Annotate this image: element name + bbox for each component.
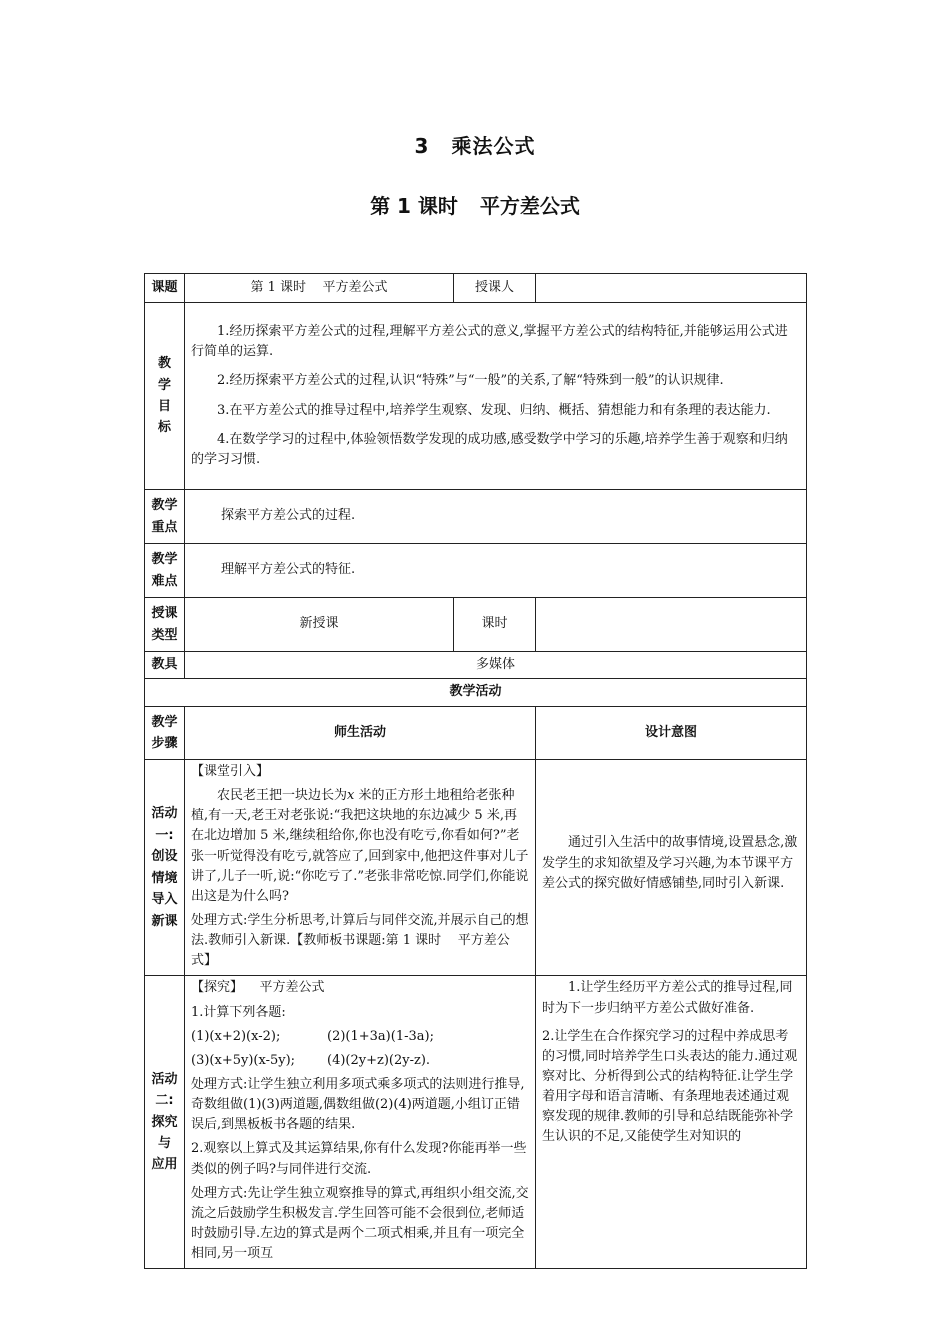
row-key-point: [145, 490, 807, 544]
activity2-method2: 处理方式:先让学生独立观察推导的算式,再组织小组交流,交流之后鼓励学生积极发言.学生回答可能不会很到位,老师适时鼓励引导.左边的算式是两个二项式相乘,并且有一项完全相同,另一项互: [191, 1185, 529, 1262]
hours-label: 课时: [454, 598, 536, 652]
goals-label: [145, 303, 185, 490]
goals-label-char: 学: [157, 377, 171, 393]
row-difficulty: [145, 544, 807, 598]
story-text: 农民老王把一块边长为: [217, 788, 348, 804]
goals-content: [185, 303, 807, 490]
type-label-line: 授课: [151, 606, 178, 622]
teacher-value: [536, 274, 807, 303]
row-topic: [145, 274, 807, 303]
steps-label-line: 教学: [151, 714, 178, 730]
goal-item: 3.在平方差公式的推导过程中,培养学生观察、发现、归纳、概括、猜想能力和有条理的表达能力.: [217, 402, 771, 418]
activity1-label-line: 导入: [151, 892, 178, 908]
activity2-heading: 【探究】 平方差公式: [191, 980, 325, 996]
activity1-label-line: 活动: [151, 806, 178, 822]
activity2-label-line: 探究: [151, 1114, 178, 1130]
type-value: 新授课: [185, 598, 454, 652]
goals-label-char: 目: [157, 399, 171, 414]
exercise-2: (2)(1+3a)(1-3a);: [327, 1028, 434, 1044]
activity1-label-line: 创设: [151, 849, 178, 865]
activity2-label-line: 活动: [151, 1071, 178, 1087]
col-activity-header: 师生活动: [185, 707, 536, 760]
activity1-label-line: 情境: [151, 870, 178, 886]
story-variable: x: [347, 788, 355, 804]
chapter-title: 乘法公式: [451, 134, 536, 158]
activity-header: 教学活动: [145, 679, 807, 707]
activity1-story: [191, 786, 529, 907]
topic-title: 平方差公式: [479, 194, 580, 218]
row-steps-header: [145, 707, 807, 760]
row-activity-header: [145, 679, 807, 707]
col-intent-header: 设计意图: [536, 707, 807, 760]
activity1-intent-text: 通过引入生活中的故事情境,设置悬念,激发学生的求知欲望及学习兴趣,为本节课平方差公式的探究做好情感铺垫,同时引入新课.: [542, 835, 798, 891]
activity2-question2: 2.观察以上算式及其运算结果,你有什么发现?你能再举一些类似的例子吗?与同伴进行交流.: [191, 1141, 527, 1177]
exercise-1: (1)(x+2)(x-2);: [191, 1028, 281, 1044]
lesson-title: [0, 130, 950, 159]
row-goals: [145, 303, 807, 490]
row-activity-2: [145, 976, 807, 1269]
goal-item: 4.在数学学习的过程中,体验领悟数学发现的成功感,感受数学中学习的乐趣,培养学生善于观察和归纳的学习习惯.: [191, 431, 788, 467]
activity2-method1: 处理方式:让学生独立利用多项式乘多项式的法则进行推导,奇数组做(1)(3)两道题,偶数组做(2)(4)两道题,小组订正错误后,到黑板板书各题的结果.: [191, 1076, 525, 1133]
activity1-label-line: 新课: [151, 913, 178, 929]
activity2-question1: 1.计算下列各题:: [191, 1004, 286, 1020]
activity2-label-line: 应用: [151, 1157, 178, 1173]
activity2-label-line: 与: [157, 1136, 171, 1152]
exercise-3: (3)(x+5y)(x-5y);: [191, 1052, 296, 1068]
exercise-4: (4)(2y+z)(2y-z).: [327, 1052, 431, 1068]
type-label-line: 类型: [151, 627, 178, 643]
activity2-intent-text: 1.让学生经历平方差公式的推导过程,同时为下一步归纳平方差公式做好准备.: [542, 980, 793, 1016]
topic-label: 课题: [145, 274, 185, 303]
activity1-intent: [536, 760, 807, 976]
story-text: 米的正方形土地租给老张种植,有一天,老王对老张说:“我把这块地的东边减少 5 米,再在北边增加 5 米,继续租给你,你也没有吃亏,你看如何?”老张一听觉得没有吃亏,就答应了,回到家中,他把这件事对儿子讲了,儿子一听,说:“你吃亏了.”老张非常吃惊.同学们,你能说出这是为什么吗?: [191, 788, 529, 904]
tools-label: 教具: [145, 652, 185, 679]
activity1-method: 处理方式:学生分析思考,计算后与同伴交流,并展示自己的想法.教师引入新课.【教师板书课题:第 1 课时 平方差公式】: [191, 912, 529, 969]
activity2-intent: [536, 976, 807, 1269]
goal-item: 1.经历探索平方差公式的过程,理解平方差公式的意义,掌握平方差公式的结构特征,并能够运用公式进行简单的运算.: [191, 324, 788, 360]
activity1-label: [145, 760, 185, 976]
key-label-line: 重点: [151, 519, 178, 535]
steps-label-line: 步骤: [151, 736, 178, 751]
row-activity-1: [145, 760, 807, 976]
goal-item: 2.经历探索平方差公式的过程,认识“特殊”与“一般”的关系,了解“特殊到一般”的认识规律.: [217, 373, 724, 389]
difficulty-label-line: 教学: [151, 552, 178, 568]
lesson-plan-table: [144, 273, 807, 1269]
key-label: [145, 490, 185, 544]
difficulty-label: [145, 544, 185, 598]
tools-value: 多媒体: [185, 652, 807, 679]
row-type: [145, 598, 807, 652]
topic-value: 第 1 课时 平方差公式: [185, 274, 454, 303]
period-title: [0, 190, 950, 219]
difficulty-label-line: 难点: [151, 573, 178, 589]
row-tools: [145, 652, 807, 679]
goals-label-char: 标: [157, 420, 171, 436]
period-label: 第 1 课时: [370, 194, 458, 218]
exercise-row: [191, 1051, 529, 1071]
activity1-label-line: 一:: [155, 827, 174, 843]
activity2-label-line: 二:: [155, 1093, 174, 1109]
exercise-row: [191, 1027, 529, 1047]
key-value: 探索平方差公式的过程.: [185, 490, 807, 544]
steps-label: [145, 707, 185, 760]
activity2-content: [185, 976, 536, 1269]
activity2-label: [145, 976, 185, 1269]
lesson-number: 3: [414, 134, 430, 158]
activity2-intent-text: 2.让学生在合作探究学习的过程中养成思考的习惯,同时培养学生口头表达的能力.通过观察对比、分析得到公式的结构特征.让学生学着用字母和语言清晰、有条理地表述通过观察发现的规律.教师的引导和总结既能弥补学生认识的不足,又能使学生对知识的: [542, 1028, 798, 1145]
difficulty-value: 理解平方差公式的特征.: [185, 544, 807, 598]
type-label: [145, 598, 185, 652]
activity1-content: [185, 760, 536, 976]
hours-value: [536, 598, 807, 652]
activity1-heading: 【课堂引入】: [191, 764, 270, 779]
goals-label-char: 教: [157, 356, 171, 372]
teacher-label: 授课人: [454, 274, 536, 303]
key-label-line: 教学: [151, 498, 178, 514]
